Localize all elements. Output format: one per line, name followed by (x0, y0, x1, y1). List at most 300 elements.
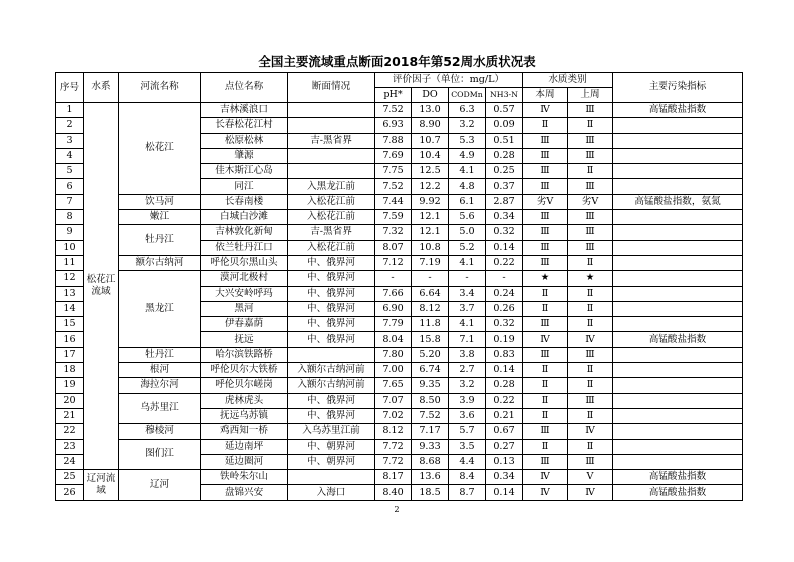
cod-cell: 5.7 (449, 424, 486, 439)
last-week-class-cell: Ⅱ (568, 255, 613, 270)
page-title: 全国主要流域重点断面2018年第52周水质状况表 (258, 54, 536, 69)
cod-cell: 4.1 (449, 164, 486, 179)
cod-cell: 2.7 (449, 363, 486, 378)
last-week-class-cell: Ⅳ (568, 424, 613, 439)
do-cell: 6.64 (412, 286, 449, 301)
header-cod: CODMn (449, 88, 486, 103)
pollutant-cell (613, 454, 743, 469)
do-cell: 13.6 (412, 470, 449, 485)
do-cell: 8.90 (412, 118, 449, 133)
ph-cell: 7.02 (375, 408, 412, 423)
this-week-class-cell: Ⅲ (523, 255, 568, 270)
site-cell: 松原松林 (201, 133, 288, 148)
nh3-cell: 0.13 (486, 454, 523, 469)
site-cell: 呼伦贝尔嵯岗 (201, 378, 288, 393)
do-cell: 9.35 (412, 378, 449, 393)
water-quality-table (55, 72, 743, 501)
row-number-cell: 23 (56, 439, 84, 454)
pollutant-cell (613, 240, 743, 255)
row-number-cell: 11 (56, 255, 84, 270)
last-week-class-cell: Ⅱ (568, 286, 613, 301)
cod-cell: 5.3 (449, 133, 486, 148)
nh3-cell: 0.67 (486, 424, 523, 439)
last-week-class-cell: Ⅱ (568, 378, 613, 393)
last-week-class-cell: Ⅲ (568, 133, 613, 148)
site-cell: 伊春嘉荫 (201, 317, 288, 332)
do-cell: 15.8 (412, 332, 449, 347)
do-cell: 9.92 (412, 194, 449, 209)
pollutant-cell (613, 408, 743, 423)
nh3-cell: 0.28 (486, 378, 523, 393)
pollutant-cell: 高锰酸盐指数，氨氮 (613, 194, 743, 209)
last-week-class-cell: Ⅱ (568, 439, 613, 454)
ph-cell: 8.12 (375, 424, 412, 439)
row-number-cell: 6 (56, 179, 84, 194)
row-number-cell: 14 (56, 301, 84, 316)
nh3-cell: 0.14 (486, 485, 523, 500)
nh3-cell: 0.09 (486, 118, 523, 133)
table-row (56, 393, 743, 408)
section-cell (288, 148, 375, 163)
pollutant-cell (613, 225, 743, 240)
site-cell: 吉林敦化新甸 (201, 225, 288, 240)
nh3-cell: 0.27 (486, 439, 523, 454)
ph-cell: 6.93 (375, 118, 412, 133)
ph-cell: 7.12 (375, 255, 412, 270)
site-cell: 黑河 (201, 301, 288, 316)
site-cell: 漠河北极村 (201, 271, 288, 286)
section-cell: 中、俄界河 (288, 332, 375, 347)
site-cell: 鸡西知一桥 (201, 424, 288, 439)
header-do: DO (412, 88, 449, 103)
cod-cell: 4.8 (449, 179, 486, 194)
cod-cell: - (449, 271, 486, 286)
last-week-class-cell: Ⅲ (568, 210, 613, 225)
this-week-class-cell: Ⅲ (523, 317, 568, 332)
this-week-class-cell: Ⅱ (523, 286, 568, 301)
site-cell: 长春松花江村 (201, 118, 288, 133)
table-row (56, 103, 743, 118)
ph-cell: 7.69 (375, 148, 412, 163)
last-week-class-cell: Ⅲ (568, 347, 613, 362)
this-week-class-cell: Ⅱ (523, 439, 568, 454)
this-week-class-cell: Ⅱ (523, 408, 568, 423)
do-cell: 6.74 (412, 363, 449, 378)
ph-cell: 7.07 (375, 393, 412, 408)
row-number-cell: 26 (56, 485, 84, 500)
site-cell: 佳木斯江心岛 (201, 164, 288, 179)
pollutant-cell (613, 286, 743, 301)
header-system: 水系 (84, 73, 119, 103)
last-week-class-cell: ★ (568, 271, 613, 286)
last-week-class-cell: Ⅱ (568, 118, 613, 133)
ph-cell: 7.72 (375, 454, 412, 469)
ph-cell: 7.44 (375, 194, 412, 209)
this-week-class-cell: Ⅳ (523, 470, 568, 485)
section-cell: 入额尔古纳河前 (288, 363, 375, 378)
ph-cell: 7.59 (375, 210, 412, 225)
header-quality: 水质类别 (523, 73, 613, 88)
section-cell: 入黑龙江前 (288, 179, 375, 194)
section-cell (288, 347, 375, 362)
header-factors: 评价因子（单位：mg/L） (375, 73, 523, 88)
section-cell: 中、朝界河 (288, 454, 375, 469)
site-cell: 延边圈河 (201, 454, 288, 469)
header-section: 断面情况 (288, 73, 375, 103)
this-week-class-cell: Ⅱ (523, 363, 568, 378)
nh3-cell: 0.21 (486, 408, 523, 423)
ph-cell: 8.04 (375, 332, 412, 347)
do-cell: 8.68 (412, 454, 449, 469)
pollutant-cell (613, 301, 743, 316)
row-number-cell: 24 (56, 454, 84, 469)
site-cell: 盘锦兴安 (201, 485, 288, 500)
cod-cell: 6.1 (449, 194, 486, 209)
section-cell (288, 164, 375, 179)
do-cell: 8.12 (412, 301, 449, 316)
nh3-cell: 0.14 (486, 363, 523, 378)
site-cell: 呼伦贝尔黑山头 (201, 255, 288, 270)
river-cell: 穆棱河 (119, 424, 201, 439)
nh3-cell: 0.28 (486, 148, 523, 163)
this-week-class-cell: Ⅳ (523, 485, 568, 500)
ph-cell: 7.88 (375, 133, 412, 148)
pollutant-cell (613, 148, 743, 163)
row-number-cell: 17 (56, 347, 84, 362)
header-last-week: 上周 (568, 88, 613, 103)
ph-cell: 7.52 (375, 103, 412, 118)
system-cell: 松花江流域 (84, 103, 119, 470)
nh3-cell: 0.25 (486, 164, 523, 179)
table-row (56, 225, 743, 240)
nh3-cell: 0.51 (486, 133, 523, 148)
ph-cell: 8.17 (375, 470, 412, 485)
this-week-class-cell: ★ (523, 271, 568, 286)
table-row (56, 378, 743, 393)
table-row (56, 439, 743, 454)
row-number-cell: 5 (56, 164, 84, 179)
row-number-cell: 25 (56, 470, 84, 485)
cod-cell: 8.7 (449, 485, 486, 500)
last-week-class-cell: Ⅲ (568, 454, 613, 469)
this-week-class-cell: Ⅲ (523, 210, 568, 225)
system-cell: 辽河流域 (84, 470, 119, 501)
nh3-cell: 0.26 (486, 301, 523, 316)
pollutant-cell (613, 164, 743, 179)
section-cell: 入海口 (288, 485, 375, 500)
nh3-cell: 2.87 (486, 194, 523, 209)
nh3-cell: 0.34 (486, 470, 523, 485)
header-this-week: 本周 (523, 88, 568, 103)
section-cell (288, 470, 375, 485)
this-week-class-cell: Ⅲ (523, 347, 568, 362)
nh3-cell: 0.32 (486, 225, 523, 240)
section-cell: 入额尔古纳河前 (288, 378, 375, 393)
pollutant-cell (613, 393, 743, 408)
header-site: 点位名称 (201, 73, 288, 103)
row-number-cell: 19 (56, 378, 84, 393)
nh3-cell: - (486, 271, 523, 286)
do-cell: 8.50 (412, 393, 449, 408)
site-cell: 长春南楼 (201, 194, 288, 209)
section-cell (288, 118, 375, 133)
site-cell: 抚远乌苏镇 (201, 408, 288, 423)
row-number-cell: 13 (56, 286, 84, 301)
this-week-class-cell: Ⅲ (523, 424, 568, 439)
river-cell: 根河 (119, 363, 201, 378)
cod-cell: 5.2 (449, 240, 486, 255)
section-cell: 吉-黑省界 (288, 225, 375, 240)
section-cell: 中、俄界河 (288, 255, 375, 270)
do-cell: 12.2 (412, 179, 449, 194)
page-number: 2 (394, 505, 400, 514)
do-cell: 7.19 (412, 255, 449, 270)
site-cell: 虎林虎头 (201, 393, 288, 408)
this-week-class-cell: Ⅳ (523, 332, 568, 347)
nh3-cell: 0.34 (486, 210, 523, 225)
do-cell: 10.7 (412, 133, 449, 148)
river-cell: 松花江 (119, 103, 201, 195)
cod-cell: 8.4 (449, 470, 486, 485)
last-week-class-cell: Ⅴ (568, 470, 613, 485)
row-number-cell: 10 (56, 240, 84, 255)
cod-cell: 3.4 (449, 286, 486, 301)
do-cell: 9.33 (412, 439, 449, 454)
cod-cell: 5.6 (449, 210, 486, 225)
ph-cell: 6.90 (375, 301, 412, 316)
do-cell: 10.8 (412, 240, 449, 255)
last-week-class-cell: Ⅲ (568, 225, 613, 240)
site-cell: 大兴安岭呼玛 (201, 286, 288, 301)
river-cell: 饮马河 (119, 194, 201, 209)
site-cell: 延边南坪 (201, 439, 288, 454)
this-week-class-cell: 劣Ⅴ (523, 194, 568, 209)
this-week-class-cell: Ⅲ (523, 179, 568, 194)
table-row (56, 470, 743, 485)
table-row (56, 255, 743, 270)
ph-cell: 7.72 (375, 439, 412, 454)
pollutant-cell (613, 363, 743, 378)
pollutant-cell (613, 118, 743, 133)
pollutant-cell (613, 424, 743, 439)
ph-cell: - (375, 271, 412, 286)
ph-cell: 7.79 (375, 317, 412, 332)
ph-cell: 7.65 (375, 378, 412, 393)
cod-cell: 3.5 (449, 439, 486, 454)
last-week-class-cell: 劣Ⅴ (568, 194, 613, 209)
pollutant-cell (613, 317, 743, 332)
table-row (56, 194, 743, 209)
row-number-cell: 22 (56, 424, 84, 439)
site-cell: 同江 (201, 179, 288, 194)
table-body (56, 103, 743, 501)
header-ph: pH* (375, 88, 412, 103)
this-week-class-cell: Ⅳ (523, 103, 568, 118)
cod-cell: 3.9 (449, 393, 486, 408)
do-cell: 12.1 (412, 210, 449, 225)
ph-cell: 7.32 (375, 225, 412, 240)
header-nh3: NH3-N (486, 88, 523, 103)
row-number-cell: 15 (56, 317, 84, 332)
pollutant-cell (613, 271, 743, 286)
cod-cell: 4.1 (449, 317, 486, 332)
river-cell: 嫩江 (119, 210, 201, 225)
do-cell: 7.17 (412, 424, 449, 439)
nh3-cell: 0.22 (486, 255, 523, 270)
do-cell: 11.8 (412, 317, 449, 332)
site-cell: 哈尔滨铁路桥 (201, 347, 288, 362)
last-week-class-cell: Ⅳ (568, 485, 613, 500)
cod-cell: 3.8 (449, 347, 486, 362)
site-cell: 依兰牡丹江口 (201, 240, 288, 255)
this-week-class-cell: Ⅲ (523, 454, 568, 469)
table-row (56, 271, 743, 286)
this-week-class-cell: Ⅲ (523, 240, 568, 255)
nh3-cell: 0.37 (486, 179, 523, 194)
site-cell: 铁岭朱尔山 (201, 470, 288, 485)
do-cell: 13.0 (412, 103, 449, 118)
last-week-class-cell: Ⅲ (568, 179, 613, 194)
last-week-class-cell: Ⅲ (568, 240, 613, 255)
pollutant-cell: 高锰酸盐指数 (613, 103, 743, 118)
river-cell: 海拉尔河 (119, 378, 201, 393)
row-number-cell: 3 (56, 133, 84, 148)
section-cell: 中、俄界河 (288, 408, 375, 423)
pollutant-cell (613, 133, 743, 148)
pollutant-cell: 高锰酸盐指数 (613, 470, 743, 485)
table-row (56, 424, 743, 439)
this-week-class-cell: Ⅲ (523, 225, 568, 240)
river-cell: 黑龙江 (119, 271, 201, 347)
row-number-cell: 12 (56, 271, 84, 286)
ph-cell: 7.52 (375, 179, 412, 194)
river-cell: 牡丹江 (119, 225, 201, 256)
row-number-cell: 2 (56, 118, 84, 133)
pollutant-cell: 高锰酸盐指数 (613, 485, 743, 500)
last-week-class-cell: Ⅱ (568, 408, 613, 423)
cod-cell: 4.9 (449, 148, 486, 163)
this-week-class-cell: Ⅲ (523, 164, 568, 179)
pollutant-cell (613, 378, 743, 393)
header-river: 河流名称 (119, 73, 201, 103)
nh3-cell: 0.24 (486, 286, 523, 301)
header-pollutants: 主要污染指标 (613, 73, 743, 103)
ph-cell: 7.75 (375, 164, 412, 179)
nh3-cell: 0.32 (486, 317, 523, 332)
pollutant-cell (613, 347, 743, 362)
nh3-cell: 0.83 (486, 347, 523, 362)
row-number-cell: 9 (56, 225, 84, 240)
last-week-class-cell: Ⅲ (568, 103, 613, 118)
do-cell: 12.5 (412, 164, 449, 179)
this-week-class-cell: Ⅱ (523, 378, 568, 393)
do-cell: 5.20 (412, 347, 449, 362)
do-cell: 18.5 (412, 485, 449, 500)
header-seq: 序号 (56, 73, 84, 103)
row-number-cell: 20 (56, 393, 84, 408)
do-cell: 7.52 (412, 408, 449, 423)
last-week-class-cell: Ⅱ (568, 317, 613, 332)
cod-cell: 3.7 (449, 301, 486, 316)
pollutant-cell (613, 210, 743, 225)
river-cell: 辽河 (119, 470, 201, 501)
site-cell: 白城白沙滩 (201, 210, 288, 225)
site-cell: 抚远 (201, 332, 288, 347)
ph-cell: 7.00 (375, 363, 412, 378)
this-week-class-cell: Ⅲ (523, 148, 568, 163)
row-number-cell: 16 (56, 332, 84, 347)
section-cell (288, 103, 375, 118)
last-week-class-cell: Ⅲ (568, 393, 613, 408)
river-cell: 牡丹江 (119, 347, 201, 362)
nh3-cell: 0.14 (486, 240, 523, 255)
ph-cell: 8.40 (375, 485, 412, 500)
pollutant-cell (613, 179, 743, 194)
nh3-cell: 0.57 (486, 103, 523, 118)
cod-cell: 6.3 (449, 103, 486, 118)
section-cell: 中、俄界河 (288, 286, 375, 301)
river-cell: 乌苏里江 (119, 393, 201, 424)
cod-cell: 3.2 (449, 378, 486, 393)
row-number-cell: 1 (56, 103, 84, 118)
cod-cell: 3.2 (449, 118, 486, 133)
table-row (56, 210, 743, 225)
do-cell: - (412, 271, 449, 286)
pollutant-cell: 高锰酸盐指数 (613, 332, 743, 347)
do-cell: 12.1 (412, 225, 449, 240)
nh3-cell: 0.22 (486, 393, 523, 408)
do-cell: 10.4 (412, 148, 449, 163)
river-cell: 图们江 (119, 439, 201, 470)
section-cell: 中、俄界河 (288, 393, 375, 408)
cod-cell: 7.1 (449, 332, 486, 347)
row-number-cell: 18 (56, 363, 84, 378)
ph-cell: 7.66 (375, 286, 412, 301)
this-week-class-cell: Ⅱ (523, 393, 568, 408)
this-week-class-cell: Ⅱ (523, 301, 568, 316)
table-row (56, 347, 743, 362)
this-week-class-cell: Ⅱ (523, 118, 568, 133)
section-cell: 中、朝界河 (288, 439, 375, 454)
river-cell: 额尔古纳河 (119, 255, 201, 270)
section-cell: 入乌苏里江前 (288, 424, 375, 439)
table-row (56, 363, 743, 378)
last-week-class-cell: Ⅱ (568, 301, 613, 316)
section-cell: 中、俄界河 (288, 301, 375, 316)
section-cell: 中、俄界河 (288, 271, 375, 286)
cod-cell: 3.6 (449, 408, 486, 423)
section-cell: 中、俄界河 (288, 317, 375, 332)
section-cell: 吉-黑省界 (288, 133, 375, 148)
last-week-class-cell: Ⅱ (568, 363, 613, 378)
last-week-class-cell: Ⅳ (568, 332, 613, 347)
section-cell: 入松花江前 (288, 240, 375, 255)
pollutant-cell (613, 255, 743, 270)
pollutant-cell (613, 439, 743, 454)
site-cell: 肇源 (201, 148, 288, 163)
cod-cell: 5.0 (449, 225, 486, 240)
nh3-cell: 0.19 (486, 332, 523, 347)
row-number-cell: 7 (56, 194, 84, 209)
cod-cell: 4.1 (449, 255, 486, 270)
ph-cell: 7.80 (375, 347, 412, 362)
row-number-cell: 4 (56, 148, 84, 163)
row-number-cell: 21 (56, 408, 84, 423)
row-number-cell: 8 (56, 210, 84, 225)
section-cell: 入松花江前 (288, 210, 375, 225)
cod-cell: 4.4 (449, 454, 486, 469)
last-week-class-cell: Ⅲ (568, 148, 613, 163)
